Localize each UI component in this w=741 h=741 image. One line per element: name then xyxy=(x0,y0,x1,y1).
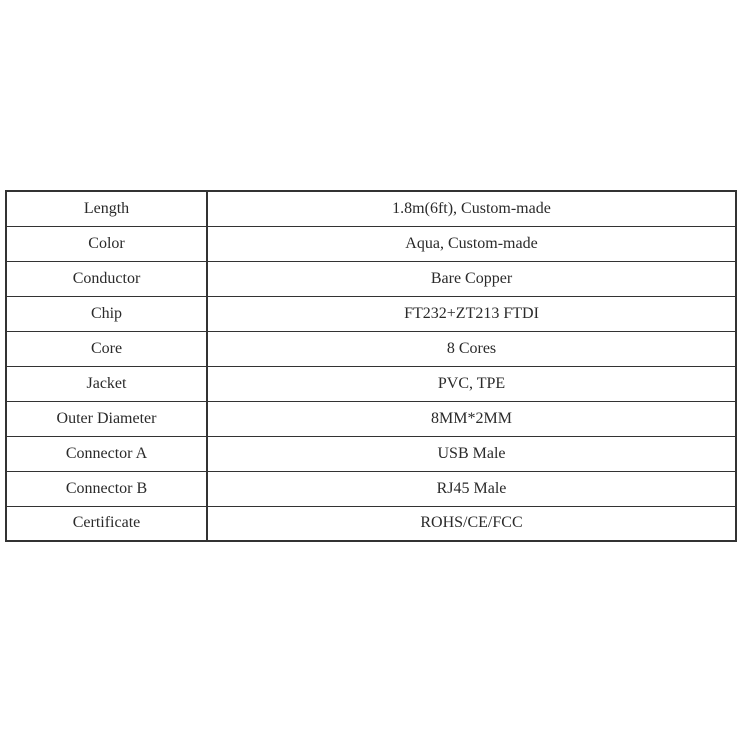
spec-value-color: Aqua, Custom-made xyxy=(207,226,736,261)
spec-label-jacket: Jacket xyxy=(6,366,207,401)
spec-row-connector-a xyxy=(6,436,736,471)
spec-row-outer-diameter xyxy=(6,401,736,436)
spec-value-connector-a: USB Male xyxy=(207,436,736,471)
spec-row-jacket xyxy=(6,366,736,401)
spec-row-conductor xyxy=(6,261,736,296)
spec-label-connector-a: Connector A xyxy=(6,436,207,471)
spec-label-chip: Chip xyxy=(6,296,207,331)
spec-value-length: 1.8m(6ft), Custom-made xyxy=(207,191,736,226)
spec-row-certificate xyxy=(6,506,736,541)
spec-value-connector-b: RJ45 Male xyxy=(207,471,736,506)
spec-value-conductor: Bare Copper xyxy=(207,261,736,296)
spec-row-color xyxy=(6,226,736,261)
spec-label-certificate: Certificate xyxy=(6,506,207,541)
spec-label-conductor: Conductor xyxy=(6,261,207,296)
spec-value-core: 8 Cores xyxy=(207,331,736,366)
spec-table-body xyxy=(6,191,736,541)
spec-label-core: Core xyxy=(6,331,207,366)
spec-value-jacket: PVC, TPE xyxy=(207,366,736,401)
spec-row-core xyxy=(6,331,736,366)
spec-row-chip xyxy=(6,296,736,331)
spec-label-connector-b: Connector B xyxy=(6,471,207,506)
spec-table xyxy=(5,190,737,542)
spec-label-color: Color xyxy=(6,226,207,261)
spec-row-connector-b xyxy=(6,471,736,506)
spec-value-outer-diameter: 8MM*2MM xyxy=(207,401,736,436)
spec-row-length xyxy=(6,191,736,226)
spec-label-outer-diameter: Outer Diameter xyxy=(6,401,207,436)
spec-label-length: Length xyxy=(6,191,207,226)
spec-value-chip: FT232+ZT213 FTDI xyxy=(207,296,736,331)
spec-value-certificate: ROHS/CE/FCC xyxy=(207,506,736,541)
